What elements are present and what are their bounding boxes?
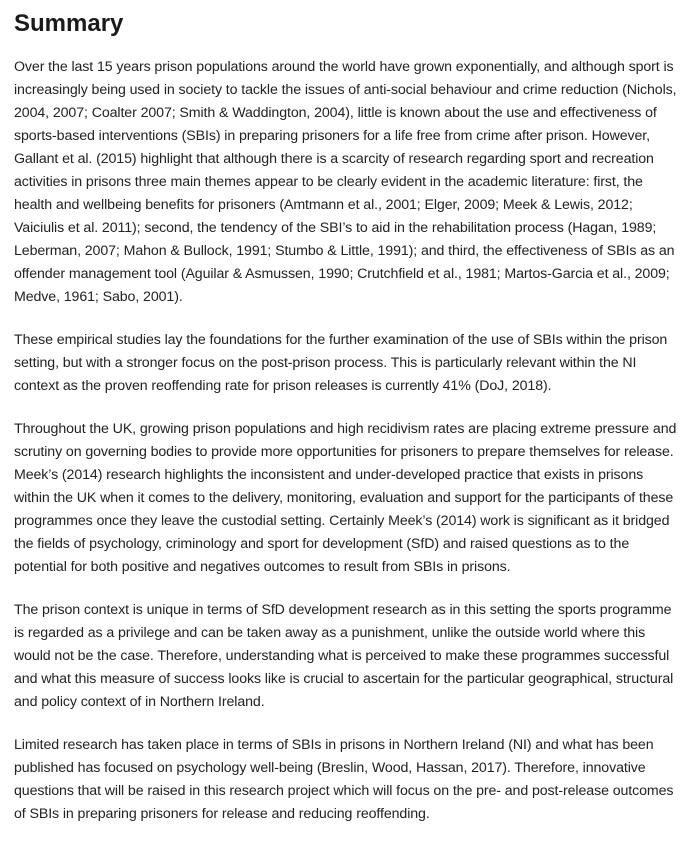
page-title: Summary (14, 10, 124, 37)
document-page (14, 0, 682, 826)
summary-paragraph-4: The prison context is unique in terms of SfD development research as in this setting the sports programme is regarded as a privilege and can be taken away as a punishment, unlike the outside world where this would not be the case. Therefore, understanding what is perceived to make these programmes successful and what this measure of success looks like is crucial to ascertain for the particular geographical, structural and policy context of in Northern Ireland. (14, 602, 674, 710)
summary-paragraph-2: These empirical studies lay the foundations for the further examination of the use of SBIs within the prison setting, but with a stronger focus on the post-prison process. This is particularly relevant within the NI context as the proven reoffending rate for prison releases is currently 41% (DoJ, 2018). (14, 332, 668, 394)
summary-paragraph-1: Over the last 15 years prison populations around the world have grown exponentially, and although sport is increasingly being used in society to tackle the issues of anti-social behaviour and crime reduction (Nichols, 2004, 2007; Coalter 2007; Smith & Waddington, 2004), little is known about the use and effectiveness of sports-based interventions (SBIs) in preparing prisoners for a life free from crime after prison. However, Gallant et al. (2015) highlight that although there is a scarcity of research regarding sport and recreation activities in prisons three main themes appear to be clearly evident in the academic literature: first, the health and wellbeing benefits for prisoners (Amtmann et al., 2001; Elger, 2009; Meek & Lewis, 2012; Vaiciulis et al. 2011); second, the tendency of the SBI’s to aid in the rehabilitation process (Hagan, 1989; Leberman, 2007; Mahon & Bullock, 1991; Stumbo & Little, 1991); and third, the effectiveness of SBIs as an offender management tool (Aguilar & Asmussen, 1990; Crutchfield et al., 1981; Martos-Garcia et al., 2009; Medve, 1961; Sabo, 2001). (14, 59, 677, 305)
summary-paragraph-5: Limited research has taken place in terms of SBIs in prisons in Northern Ireland (NI) and what has been published has focused on psychology well-being (Breslin, Wood, Hassan, 2017). Therefore, innovative questions that will be raised in this research project which will focus on the pre- and post-release outcomes of SBIs in preparing prisoners for release and reducing reoffending. (14, 737, 674, 822)
summary-paragraph-3: Throughout the UK, growing prison populations and high recidivism rates are placing extreme pressure and scrutiny on governing bodies to provide more opportunities for prisoners to prepare themselves for release. Meek’s (2014) research highlights the inconsistent and under-developed practice that exists in prisons within the UK when it comes to the delivery, monitoring, evaluation and support for the participants of these programmes once they leave the custodial setting. Certainly Meek’s (2014) work is significant as it bridged the fields of psychology, criminology and sport for development (SfD) and raised questions as to the potential for both positive and negatives outcomes to result from SBIs in prisons. (14, 421, 677, 575)
